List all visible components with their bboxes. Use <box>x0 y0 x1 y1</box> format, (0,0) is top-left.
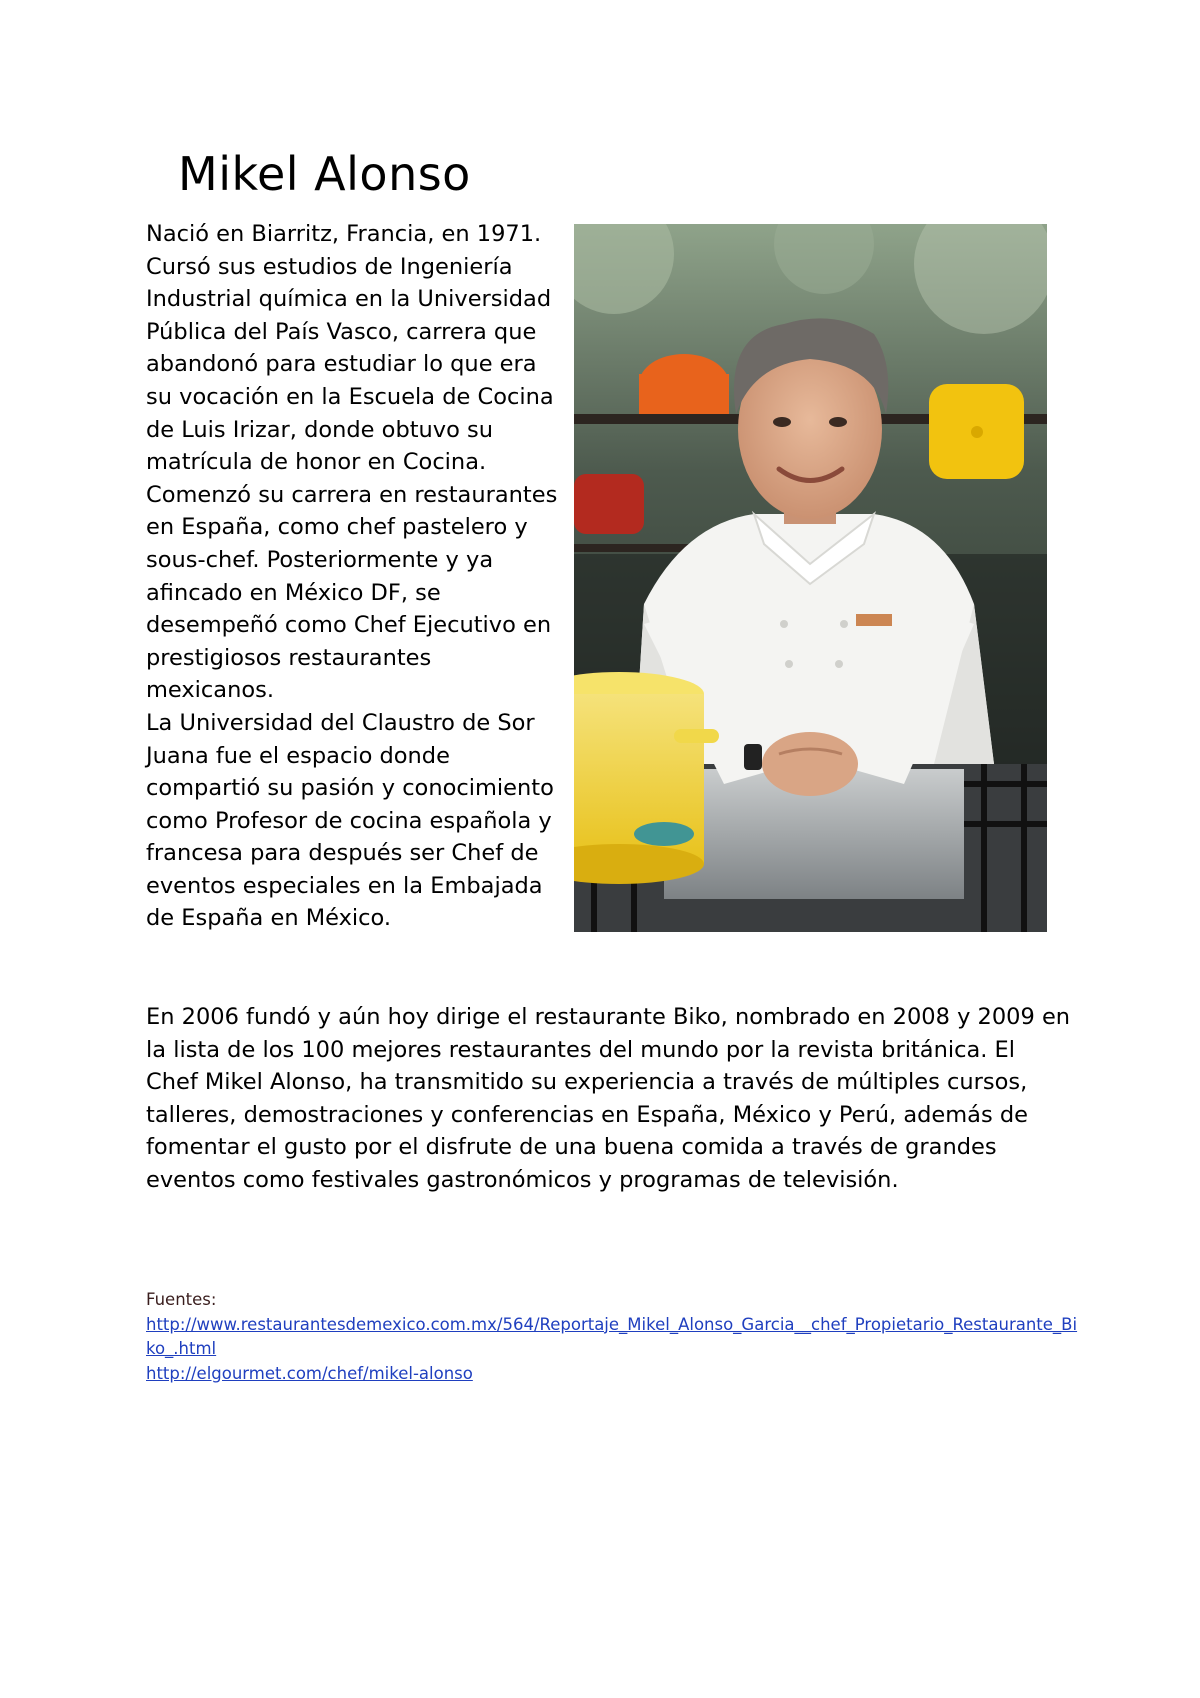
sources-label: Fuentes: <box>146 1290 217 1309</box>
bio-paragraph-2: Comenzó su carrera en restaurantes en España, como chef pastelero y sous-chef. Posteriormente y ya afincado en México DF, se desempeñó como Chef Ejecutivo en prestigiosos restaurantes mexicanos. <box>146 481 558 704</box>
chef-photo <box>574 224 1047 932</box>
bio-paragraph-3: La Universidad del Claustro de Sor Juana fue el espacio donde compartió su pasión y conocimiento como Profesor de cocina española y francesa para después ser Chef de eventos especiales en la Embajada de España en México. <box>146 709 554 932</box>
sources-section <box>146 1288 1086 1386</box>
source-link-1[interactable]: http://www.restaurantesdemexico.com.mx/564/Reportaje_Mikel_Alonso_Garcia__chef_Propietario_Restaurante_Biko_.html <box>146 1314 1078 1358</box>
page-title: Mikel Alonso <box>178 147 471 201</box>
wrapped-text-column <box>146 218 566 935</box>
bio-paragraph-4: En 2006 fundó y aún hoy dirige el restaurante Biko, nombrado en 2008 y 2009 en la lista de los 100 mejores restaurantes del mundo por la revista británica. El Chef Mikel Alonso, ha transmitido su experiencia a través de múltiples cursos, talleres, demostraciones y conferencias en España, México y Perú, además de fomentar el gusto por el disfrute de una buena comida a través de grandes eventos como festivales gastronómicos y programas de televisión. <box>146 1004 1071 1193</box>
chef-hands <box>762 732 858 796</box>
bio-paragraph-1: Nació en Biarritz, Francia, en 1971. Cursó sus estudios de Ingeniería Industrial química en la Universidad Pública del País Vasco, carrera que abandonó para estudiar lo que era su vocación en la Escuela de Cocina de Luis Irizar, donde obtuvo su matrícula de honor en Cocina. <box>146 221 554 476</box>
source-link-2[interactable]: http://elgourmet.com/chef/mikel-alonso <box>146 1363 473 1383</box>
chef-photo-illustration <box>574 224 1047 932</box>
